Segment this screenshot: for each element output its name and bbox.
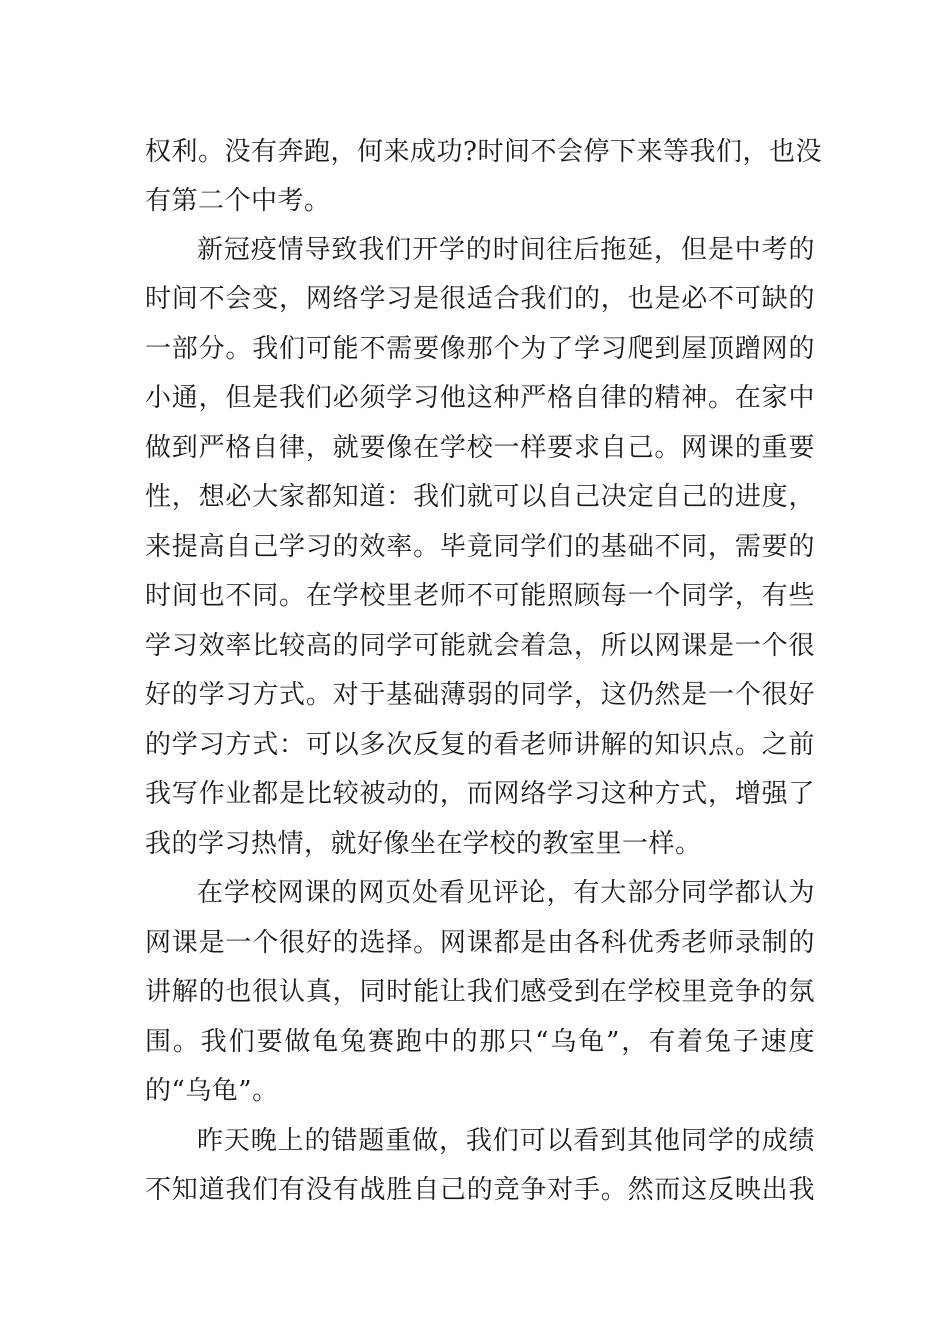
text-line: 时间也不同。在学校里老师不可能照顾每一个同学，有些	[145, 581, 815, 611]
text-line: 性，想必大家都知道：我们就可以自己决定自己的进度，	[145, 482, 815, 512]
text-line: 小通，但是我们必须学习他这种严格自律的精神。在家中	[145, 383, 815, 413]
text-line: 学习效率比较高的同学可能就会着急，所以网课是一个很	[145, 631, 815, 661]
text-line: 权利。没有奔跑，何来成功?时间不会停下来等我们，也没	[145, 137, 822, 167]
text-line: 有第二个中考。	[145, 186, 331, 216]
paragraph-first-line: 新冠疫情导致我们开学的时间往后拖延，但是中考的	[197, 235, 815, 265]
text-line: 网课是一个很好的选择。网课都是由各科优秀老师录制的	[145, 928, 815, 958]
text-line: 一部分。我们可能不需要像那个为了学习爬到屋顶蹭网的	[145, 334, 815, 364]
text-line: 不知道我们有没有战胜自己的竞争对手。然而这反映出我	[145, 1175, 815, 1205]
paragraph-first-line: 在学校网课的网页处看见评论，有大部分同学都认为	[197, 878, 815, 908]
text-line: 讲解的也很认真，同时能让我们感受到在学校里竞争的氛	[145, 977, 815, 1007]
text-line: 我写作业都是比较被动的，而网络学习这种方式，增强了	[145, 779, 815, 809]
text-line: 做到严格自律，就要像在学校一样要求自己。网课的重要	[145, 433, 815, 463]
paragraph-first-line: 昨天晚上的错题重做，我们可以看到其他同学的成绩	[197, 1126, 815, 1156]
text-line: 的“乌龟”。	[145, 1076, 279, 1106]
text-line: 的学习方式：可以多次反复的看老师讲解的知识点。之前	[145, 730, 815, 760]
text-line: 我的学习热情，就好像坐在学校的教室里一样。	[145, 829, 702, 859]
text-line: 围。我们要做龟兔赛跑中的那只“乌龟”，有着兔子速度	[145, 1027, 815, 1057]
text-line: 好的学习方式。对于基础薄弱的同学，这仍然是一个很好	[145, 680, 815, 710]
text-line: 来提高自己学习的效率。毕竟同学们的基础不同，需要的	[145, 532, 815, 562]
text-line: 时间不会变，网络学习是很适合我们的，也是必不可缺的	[145, 284, 815, 314]
